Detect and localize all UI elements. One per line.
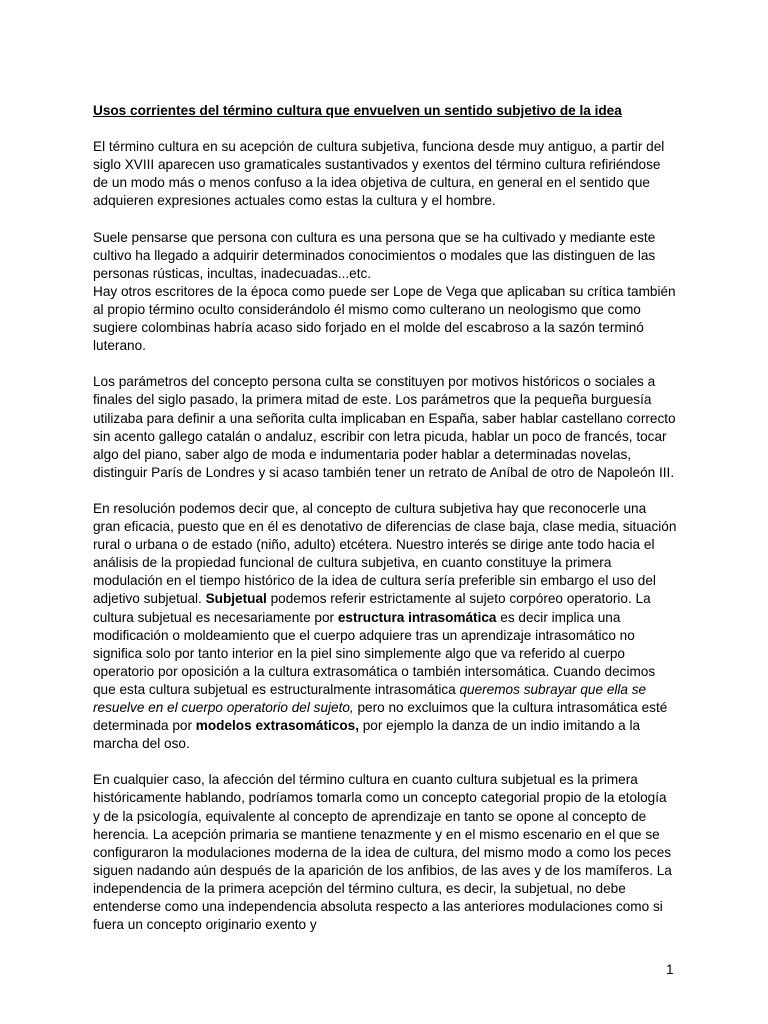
paragraph-1: El término cultura en su acepción de cultura subjetiva, funciona desde muy antiguo, a partir del siglo XVIII aparecen uso gramaticales sustantivados y exentos del término cultura refiriéndose de un modo más o menos confuso a la idea objetiva de cultura, en general en el sentido que adquieren expresiones actuales como estas la cultura y el hombre. <box>93 139 665 209</box>
paragraph-4-text-2: podemos referir estrictamente al sujeto corpóreo operatorio. La cultura subjetual es necesariamente por <box>93 591 651 625</box>
document-body <box>93 102 677 952</box>
paragraph-5: En cualquier caso, la afección del término cultura en cuanto cultura subjetual es la primera históricamente hablando, podríamos tomarla como un concepto categorial propio de la etología y de la psicología, equivalente al concepto de aprendizaje en tanto se opone al concepto de herencia. La acepción primaria se mantiene tenazmente y en el mismo escenario en el que se configuraron la modulaciones moderna de la idea de cultura, del mismo modo a como los peces siguen nadando aún después de la aparición de los anfibios, de las aves y de los mamíferos. La independencia de la primera acepción del término cultura, es decir, la subjetual, no debe entenderse como una independencia absoluta respecto a las anteriores modulaciones como si fuera un concepto originario exento y <box>93 772 672 933</box>
paragraph-4-text-3: es decir implica una modificación o moldeamiento que el cuerpo adquiere tras un aprendizaje intrasomático no significa solo por tanto interior en la piel sino simplemente algo que va referido al cuerpo operatorio por oposición a la cultura extrasomática o también intersomática. Cuando decimos que esta cultura subjetual es estructuralmente intrasomática <box>93 609 656 697</box>
section-heading: Usos corrientes del término cultura que envuelven un sentido subjetivo de la idea <box>93 103 622 118</box>
paragraph-4-text-1: En resolución podemos decir que, al concepto de cultura subjetiva hay que reconocerle una gran eficacia, puesto que en él es denotativo de diferencias de clase baja, clase media, situación rural o urbana o de estado (niño, adulto) etcétera. Nuestro interés se dirige ante todo hacia el análisis de la propiedad funcional de cultura subjetiva, en cuanto constituye la primera modulación en el tiempo histórico de la idea de cultura sería preferible sin embargo el uso del adjetivo subjetual. <box>93 500 677 607</box>
italic-phrase: queremos subrayar que ella se resuelve en el cuerpo operatorio del sujeto, <box>93 681 647 715</box>
paragraph-2a: Suele pensarse que persona con cultura es una persona que se ha cultivado y mediante este cultivo ha llegado a adquirir determinados conocimientos o modales que las distinguen de las personas rústicas, incultas, inadecuadas...etc. <box>93 229 656 281</box>
paragraph-3: Los parámetros del concepto persona culta se constituyen por motivos históricos o sociales a finales del siglo pasado, la primera mitad de este. Los parámetros que la pequeña burguesía utilizaba para definir a una señorita culta implicaban en España, saber hablar castellano correcto sin acento gallego catalán o andaluz, escribir con letra picuda, hablar un poco de francés, tocar algo del piano, saber algo de moda e indumentaria poder hablar a determinadas novelas, distinguir París de Londres y si acaso también tener un retrato de Aníbal de otro de Napoleón III. <box>93 374 676 480</box>
paragraph-4 <box>93 500 677 753</box>
paragraph-2b: Hay otros escritores de la época como puede ser Lope de Vega que aplicaban su crítica también al propio término oculto considerándolo él mismo como culterano un neologismo que como sugiere colombinas habría acaso sido forjado en el molde del escabroso a la sazón terminó luterano. <box>93 283 676 354</box>
term-estructura-intrasomatica: estructura intrasomática <box>337 609 497 625</box>
paragraph-4-text-5: por ejemplo la danza de un indio imitando a la marcha del oso. <box>93 718 641 752</box>
page-number: 1 <box>666 962 674 977</box>
term-subjetual: Subjetual <box>205 591 267 607</box>
term-modelos-extrasomaticos: modelos extrasomáticos, <box>195 718 359 734</box>
paragraph-4-text-4: pero no excluimos que la cultura intrasomática esté determinada por <box>93 700 668 734</box>
